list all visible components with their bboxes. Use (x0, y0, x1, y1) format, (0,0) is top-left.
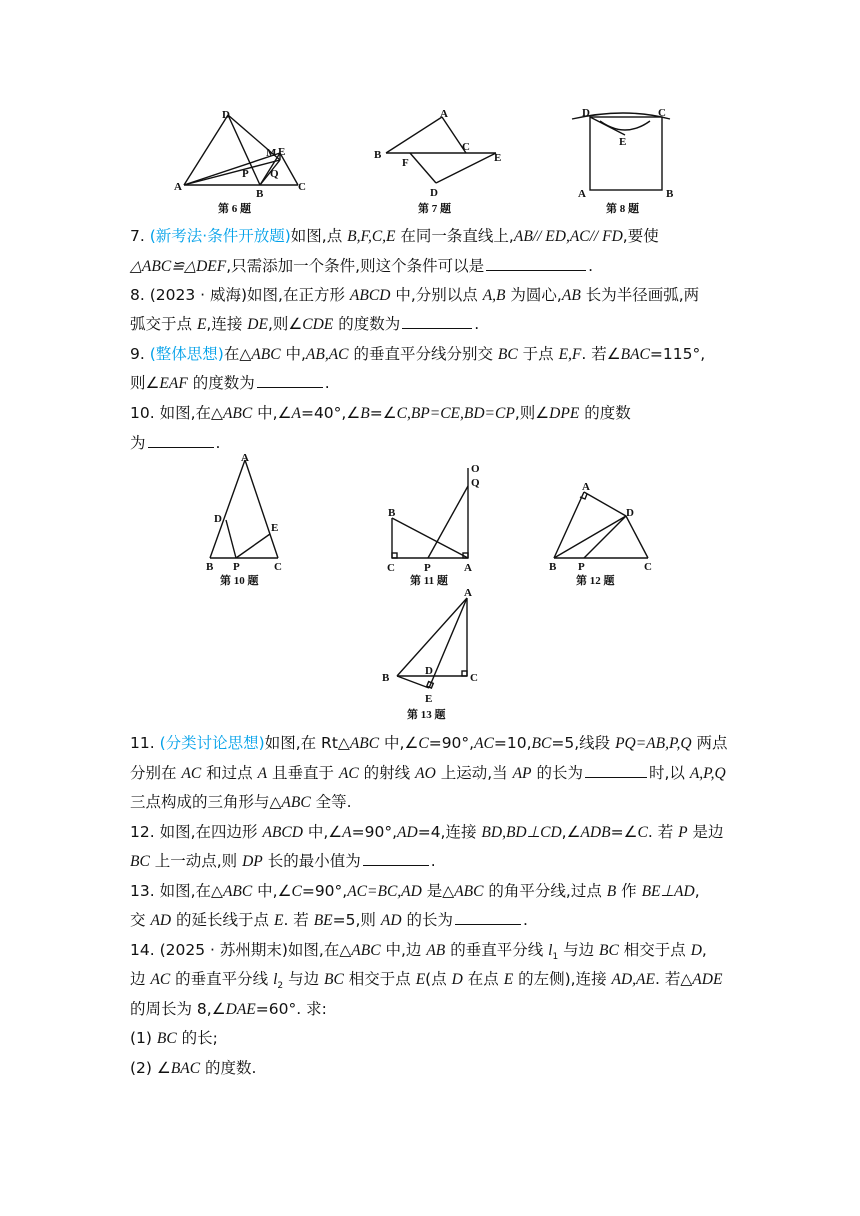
q13-text: =90°, (301, 882, 348, 900)
q12-line1 (130, 822, 724, 843)
q11-math: ABC (349, 735, 380, 752)
q8-math: A,B (482, 287, 506, 304)
q7-math: △ABC≌△DEF (130, 258, 227, 275)
q14-text: 边 (130, 970, 151, 988)
f11-label-A: A (464, 562, 472, 574)
f7-label-C: C (462, 141, 470, 153)
q12-text: 如图,在四边形 (159, 823, 263, 841)
f6-label-P: P (242, 168, 249, 180)
q12-math: C (637, 824, 648, 841)
f8-label-D: D (582, 107, 590, 119)
q7-answer-blank[interactable] (486, 256, 586, 271)
q7-number: 7. (130, 227, 145, 245)
q14-text: ∠ (156, 1059, 171, 1077)
q10-line1 (130, 403, 631, 424)
q9-answer-blank[interactable] (257, 373, 323, 388)
f11-label-C: C (387, 562, 395, 574)
q11-math: ABC (281, 794, 311, 811)
q11-tag: (分类讨论思想) (159, 734, 265, 752)
f13-label-E: E (425, 693, 433, 705)
f13-label-D: D (425, 665, 433, 677)
f7-label-B: B (374, 149, 382, 161)
q7-math: AB// ED,AC// FD (513, 228, 623, 245)
q7-math: B,F,C,E (347, 228, 396, 245)
q12-math: ADB (580, 824, 611, 841)
f11-label-Q: Q (471, 477, 480, 489)
q11-line1 (130, 733, 727, 754)
q14-math: E (503, 971, 514, 988)
q9-text: . 若∠ (581, 345, 621, 363)
q13-text: , (694, 882, 700, 900)
q12-text: 长的最小值为 (262, 852, 361, 870)
q14-text: 中,边 (380, 941, 427, 959)
q12-math: AD (397, 824, 418, 841)
q11-text: 全等. (310, 793, 352, 811)
q11-text: 和过点 (201, 764, 258, 782)
figure-12 (540, 476, 665, 590)
f12-label-B: B (549, 561, 557, 573)
q9-text: 于点 (517, 345, 559, 363)
q11-math: C (418, 735, 429, 752)
q13-math: BE (313, 912, 333, 929)
q14-sub1-number: (1) (130, 1029, 152, 1047)
figure-8 (570, 105, 680, 217)
q9-math: BC (497, 346, 518, 363)
f6-label-D: D (222, 109, 230, 121)
f12-label-D: D (626, 507, 634, 519)
q7-line1 (130, 226, 659, 247)
q14-math: AC (150, 971, 171, 988)
q14-sub2-number: (2) (130, 1059, 152, 1077)
q9-line2 (130, 373, 330, 394)
q14-math: AB (426, 942, 446, 959)
q14-text: 的长; (176, 1029, 218, 1047)
f6-label-Q: Q (270, 168, 279, 180)
q7-tag: (新考法·条件开放题) (149, 227, 291, 245)
q14-subscript: 1 (552, 952, 559, 963)
q8-text: 的度数为 (333, 315, 401, 333)
q11-math: AO (415, 765, 436, 782)
f7-caption: 第 7 题 (418, 203, 451, 215)
f13-label-B: B (382, 672, 390, 684)
q14-math: DAE (225, 1001, 256, 1018)
q13-math: AD (150, 912, 172, 929)
q8-text: 为圆心, (505, 286, 562, 304)
f12-label-P: P (578, 561, 585, 573)
q14-math: AD,AE (611, 971, 655, 988)
q12-math: ABCD (262, 824, 303, 841)
q8-period: . (474, 315, 480, 333)
q14-text: =60°. 求: (255, 1000, 327, 1018)
q11-text: 时,以 (648, 764, 690, 782)
q8-text: ,连接 (206, 315, 248, 333)
q13-text: 的角平分线,过点 (483, 882, 607, 900)
q11-text: 中,∠ (379, 734, 419, 752)
q13-answer-blank[interactable] (455, 910, 521, 925)
q11-math: PQ=AB,P,Q (615, 735, 692, 752)
q9-text: 的度数为 (187, 374, 255, 392)
q12-math: A (342, 824, 352, 841)
q8-number: 8. (130, 286, 145, 304)
q8-text: 弧交于点 (130, 315, 197, 333)
f11-label-P: P (424, 562, 431, 574)
f10-label-E: E (271, 522, 279, 534)
q13-text: 交 (130, 911, 151, 929)
q13-text: 是△ (421, 882, 455, 900)
q8-math: E (196, 316, 207, 333)
q12-period: . (430, 852, 436, 870)
q10-number: 10. (130, 404, 155, 422)
f8-caption: 第 8 题 (606, 203, 639, 215)
f8-label-A: A (578, 188, 586, 200)
f8-label-E: E (619, 136, 627, 148)
q11-text: =10, (493, 734, 532, 752)
q14-text: 的左侧),连接 (513, 970, 612, 988)
q7-period: . (588, 257, 594, 275)
q9-number: 9. (130, 345, 145, 363)
f6-label-A: A (174, 181, 182, 193)
f13-label-A: A (464, 587, 472, 599)
f6-caption: 第 6 题 (218, 203, 251, 215)
q11-text: =90°, (428, 734, 475, 752)
q11-text: 上运动,当 (435, 764, 513, 782)
q7-text: ,要使 (622, 227, 659, 245)
q9-period: . (324, 374, 330, 392)
q10-text: ,则∠ (514, 404, 550, 422)
q8-math: ABCD (349, 287, 391, 304)
f8-label-B: B (666, 188, 674, 200)
q13-text: 如图,在△ (159, 882, 223, 900)
q13-math: AC=BC,AD (347, 883, 422, 900)
q11-math: AC (338, 765, 359, 782)
q14-number: 14. (130, 941, 155, 959)
figure-10 (200, 450, 300, 590)
q14-math: ABC (351, 942, 381, 959)
f11-label-O: O (471, 463, 480, 475)
f13-label-C: C (470, 672, 478, 684)
f7-label-D: D (430, 187, 438, 199)
q10-answer-blank[interactable] (148, 433, 214, 448)
q14-line3 (130, 999, 327, 1020)
q14-math: E (415, 971, 426, 988)
q9-text: 在△ (223, 345, 252, 363)
q11-math: BC (531, 735, 552, 752)
q8-math: CDE (302, 316, 334, 333)
q7-text: ,只需添加一个条件,则这个条件可以是 (226, 257, 485, 275)
q7-text: 在同一条直线上, (395, 227, 514, 245)
q10-text: 如图,在△ (159, 404, 223, 422)
q14-math: D (690, 942, 702, 959)
q9-math: ABC (251, 346, 281, 363)
q7-line2 (130, 256, 593, 277)
q12-text: =90°, (351, 823, 398, 841)
q7-text: 如图,点 (290, 227, 348, 245)
q14-text: (点 (425, 970, 452, 988)
q14-math: BC (156, 1030, 177, 1047)
q11-text: 三点构成的三角形与△ (130, 793, 282, 811)
f6-label-M: M (266, 147, 277, 159)
f12-label-C: C (644, 561, 652, 573)
f12-label-A: A (582, 481, 590, 493)
q14-math: D (451, 971, 463, 988)
q11-number: 11. (130, 734, 155, 752)
q10-text: 中,∠ (252, 404, 292, 422)
q14-text: (2025 · 苏州期末)如图,在△ (159, 941, 352, 959)
q11-text: 如图,在 Rt△ (264, 734, 350, 752)
f8-label-C: C (658, 107, 666, 119)
q12-text: 上一动点,则 (149, 852, 243, 870)
q8-math: DE (247, 316, 268, 333)
q12-math: DP (242, 853, 263, 870)
f7-label-E: E (494, 152, 502, 164)
q12-text: =4,连接 (417, 823, 482, 841)
q14-math: ADE (692, 971, 723, 988)
q10-math: ABC (222, 405, 253, 422)
q9-math: BAC (620, 346, 650, 363)
q14-subscript: 2 (277, 981, 284, 992)
q9-tag: (整体思想) (149, 345, 224, 363)
f12-caption: 第 12 题 (576, 575, 615, 587)
q11-math: A (257, 765, 268, 782)
q9-text: 中, (280, 345, 306, 363)
f10-caption: 第 10 题 (220, 575, 259, 587)
q11-text: 的射线 (358, 764, 416, 782)
q10-math: A (291, 405, 301, 422)
q13-math: B (606, 883, 617, 900)
q11-text: 两点 (691, 734, 728, 752)
q13-text: =5,则 (332, 911, 381, 929)
q13-text: 中,∠ (252, 882, 292, 900)
q13-line1 (130, 881, 700, 902)
q13-number: 13. (130, 882, 155, 900)
f6-label-C: C (298, 181, 306, 193)
q9-line1 (130, 344, 705, 365)
q12-math: BD,BD⊥CD (481, 824, 562, 841)
q11-math: AC (181, 765, 202, 782)
q11-answer-blank[interactable] (585, 763, 647, 778)
q14-text: , (701, 941, 707, 959)
q14-math: BAC (170, 1060, 201, 1077)
q13-period: . (522, 911, 528, 929)
f11-label-B: B (388, 507, 396, 519)
f10-label-C: C (274, 561, 282, 573)
q10-math: C,BP=CE,BD=CP (396, 405, 515, 422)
q14-text: 相交于点 (618, 941, 691, 959)
q12-text: =∠ (610, 823, 638, 841)
q8-line1 (130, 285, 699, 306)
q11-math: AP (512, 765, 532, 782)
q12-math: BC (130, 853, 150, 870)
q9-math: EAF (159, 375, 188, 392)
q14-text: 的垂直平分线 (170, 970, 274, 988)
q14-line1 (130, 940, 707, 967)
q13-math: ABC (454, 883, 484, 900)
q14-math: BC (599, 942, 619, 959)
q11-text: 分别在 (130, 764, 182, 782)
q13-math: BE⊥AD (641, 883, 695, 900)
f7-label-A: A (440, 108, 448, 120)
q14-math: l (273, 971, 278, 988)
q14-text: 与边 (558, 941, 600, 959)
figure-11 (380, 460, 490, 590)
q9-text: 的垂直平分线分别交 (348, 345, 498, 363)
q14-sub1 (130, 1028, 218, 1049)
q9-text: 则∠ (130, 374, 160, 392)
f11-caption: 第 11 题 (410, 575, 448, 587)
q14-text: 在点 (462, 970, 504, 988)
q8-answer-blank[interactable] (402, 314, 472, 329)
q14-text: 与边 (283, 970, 325, 988)
q12-answer-blank[interactable] (363, 851, 429, 866)
figure-13 (375, 586, 485, 724)
q8-text: 中,分别以点 (390, 286, 483, 304)
figure-7 (370, 105, 510, 217)
q13-math: E (273, 912, 284, 929)
q11-line2 (130, 763, 726, 784)
q11-text: 且垂直于 (267, 764, 339, 782)
q14-line2 (130, 969, 722, 996)
q12-text: 是边 (687, 823, 724, 841)
q10-period: . (215, 434, 221, 452)
q11-text: =5,线段 (551, 734, 616, 752)
f13-caption: 第 13 题 (407, 709, 446, 721)
q13-text: 的延长线于点 (171, 911, 274, 929)
q12-line2 (130, 851, 436, 872)
q12-math: P (678, 824, 688, 841)
q8-math: AB (561, 287, 581, 304)
q14-text: 的周长为 8,∠ (130, 1000, 226, 1018)
q8-line2 (130, 314, 479, 335)
q10-text: 的度数 (579, 404, 631, 422)
f10-label-P: P (233, 561, 240, 573)
q10-text: 为 (130, 434, 146, 452)
q8-text: (2023 · 威海)如图,在正方形 (149, 286, 350, 304)
q14-text: 的度数. (200, 1059, 257, 1077)
q9-math: E,F (558, 346, 582, 363)
q13-math: AD (380, 912, 402, 929)
q13-line2 (130, 910, 528, 931)
q14-text: 的垂直平分线 (445, 941, 549, 959)
q10-text: =∠ (369, 404, 397, 422)
figure-6 (170, 105, 320, 217)
q14-text: . 若△ (655, 970, 693, 988)
q11-math: A,P,Q (689, 765, 726, 782)
q8-text: 长为半径画弧,两 (580, 286, 700, 304)
q13-math: ABC (222, 883, 253, 900)
q9-text: =115°, (649, 345, 706, 363)
q10-text: =40°,∠ (300, 404, 361, 422)
q11-math: AC (474, 735, 494, 752)
q12-text: 中,∠ (302, 823, 343, 841)
q11-line3 (130, 792, 352, 813)
f10-label-B: B (206, 561, 214, 573)
q14-sub2 (130, 1058, 256, 1079)
q13-text: . 若 (283, 911, 314, 929)
f7-label-F: F (402, 157, 409, 169)
q12-text: ,∠ (561, 823, 581, 841)
q12-number: 12. (130, 823, 155, 841)
q12-text: . 若 (647, 823, 679, 841)
q11-text: 的长为 (531, 764, 583, 782)
q13-text: 作 (616, 882, 642, 900)
q14-text: 相交于点 (343, 970, 416, 988)
q14-math: l (548, 942, 553, 959)
f10-label-D: D (214, 513, 222, 525)
q13-math: C (291, 883, 302, 900)
q13-text: 的长为 (401, 911, 453, 929)
f6-label-B: B (256, 188, 264, 200)
q10-math: DPE (549, 405, 580, 422)
q10-math: B (360, 405, 370, 422)
q8-text: ,则∠ (267, 315, 303, 333)
f10-label-A: A (241, 452, 249, 464)
q9-math: AB,AC (305, 346, 349, 363)
q14-math: BC (324, 971, 344, 988)
f6-label-E: E (278, 146, 286, 158)
